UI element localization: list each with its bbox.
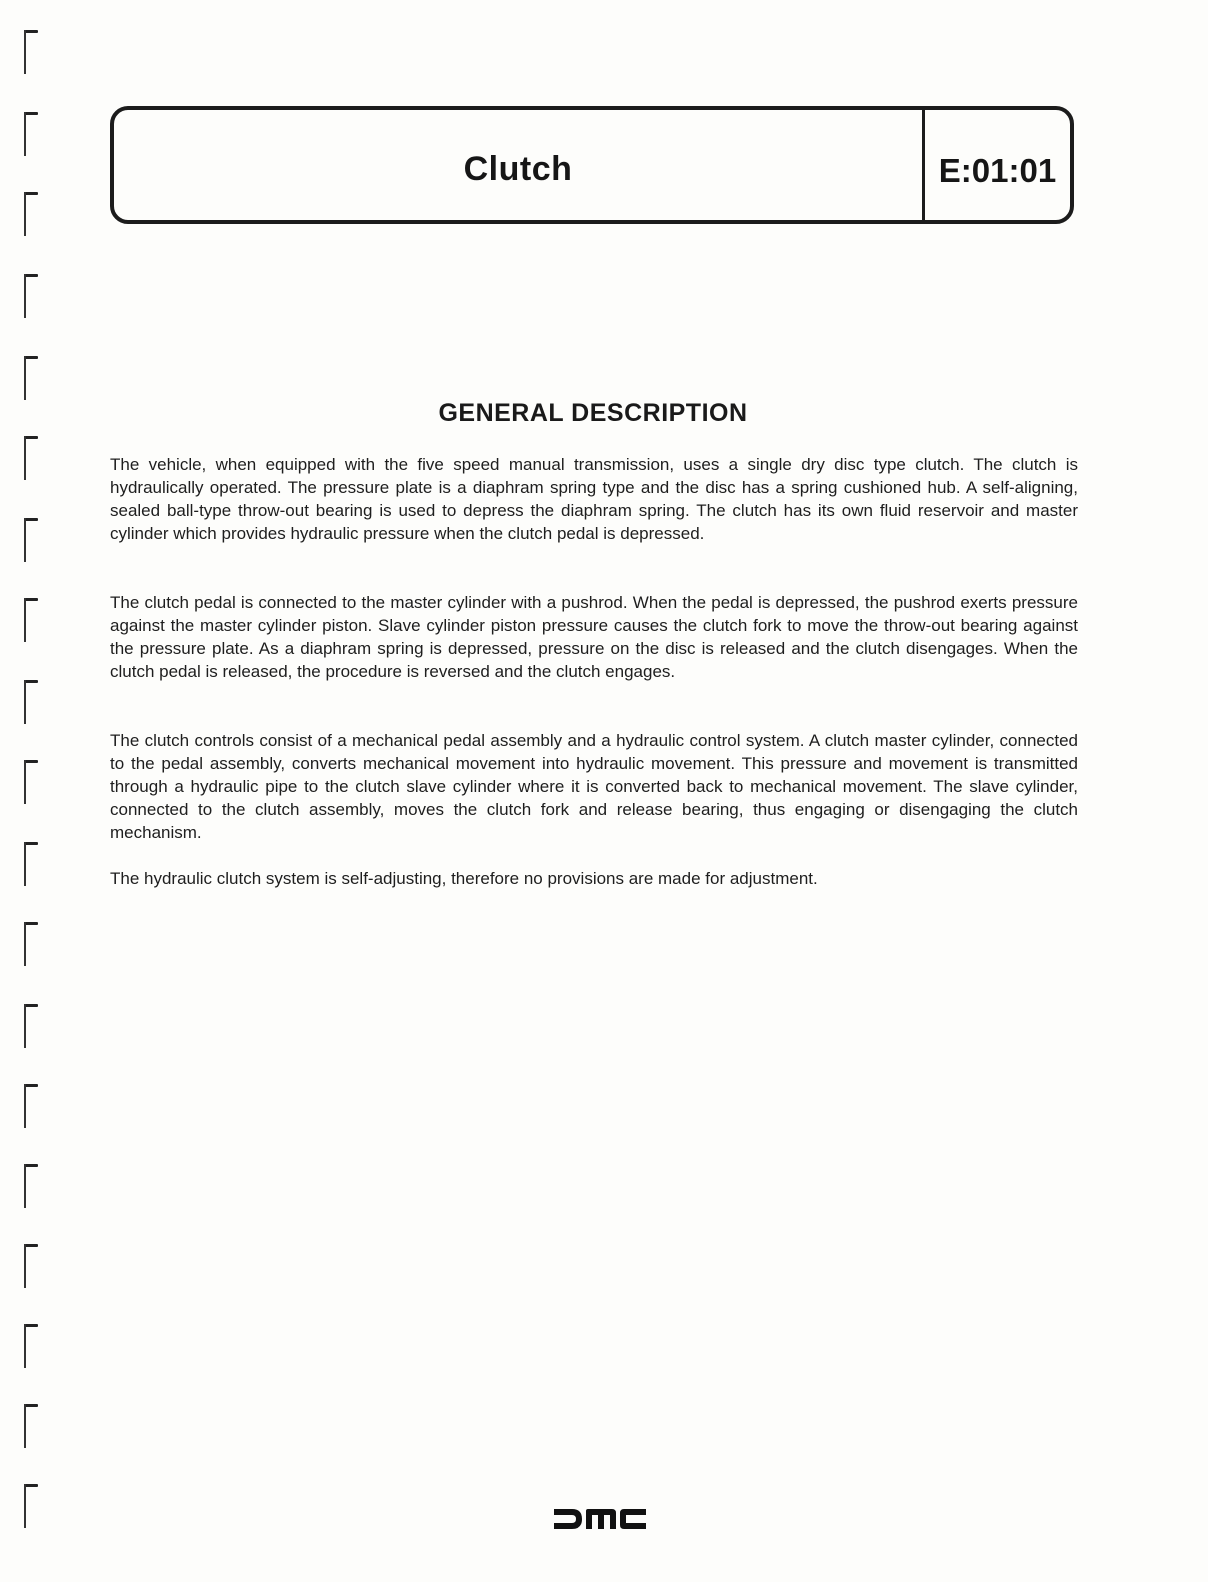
binder-mark	[24, 922, 38, 966]
binder-mark	[24, 760, 38, 804]
binder-mark	[24, 1244, 38, 1288]
binder-mark	[24, 356, 38, 400]
binder-mark	[24, 680, 38, 724]
binder-mark	[24, 112, 38, 156]
binder-mark	[24, 436, 38, 480]
paragraph: The vehicle, when equipped with the five speed manual transmission, uses a single dry disc type clutch. The clutch is hydraulically operated. The pressure plate is a diaphram spring type and the disc has a spring cushioned hub. A self-aligning, sealed ball-type throw-out bearing is used to depress the diaphram spring. The clutch has its own fluid reservoir and master cylinder which provides hydraulic pressure when the clutch pedal is depressed.	[110, 455, 1078, 543]
binder-mark	[24, 1004, 38, 1048]
binder-mark	[24, 30, 38, 74]
binder-mark	[24, 192, 38, 236]
binder-mark	[24, 842, 38, 886]
page-title: Clutch	[463, 150, 573, 188]
section-heading: GENERAL DESCRIPTION	[438, 399, 748, 427]
dmc-logo-icon	[552, 1505, 648, 1533]
binder-mark	[24, 1404, 38, 1448]
paragraph: The hydraulic clutch system is self-adjusting, therefore no provisions are made for adjustment.	[110, 869, 818, 888]
page-header	[110, 106, 1074, 224]
section-code: E:01:01	[938, 151, 1057, 189]
binder-mark	[24, 1084, 38, 1128]
binder-mark	[24, 274, 38, 318]
binder-mark	[24, 1324, 38, 1368]
binder-mark	[24, 1164, 38, 1208]
paragraph: The clutch pedal is connected to the master cylinder with a pushrod. When the pedal is depressed, the pushrod exerts pressure against the master cylinder piston. Slave cylinder piston pressure causes the clutch fork to move the throw-out bearing against the pressure plate. As a diaphram spring is depressed, pressure on the disc is released and the clutch disengages. When the clutch pedal is released, the procedure is reversed and the clutch engages.	[110, 593, 1078, 681]
binder-mark	[24, 1484, 38, 1528]
binder-mark	[24, 518, 38, 562]
binder-margin	[20, 0, 50, 1582]
paragraph: The clutch controls consist of a mechanical pedal assembly and a hydraulic control system. A clutch master cylinder, connected to the pedal assembly, converts mechanical movement into hydraulic movement. This pressure and movement is transmitted through a hydraulic pipe to the clutch slave cylinder where it is converted back to mechanical movement. The slave cylinder, connected to the clutch assembly, moves the clutch fork and release bearing, thus engaging or disengaging the clutch mechanism.	[110, 731, 1078, 842]
binder-mark	[24, 598, 38, 642]
